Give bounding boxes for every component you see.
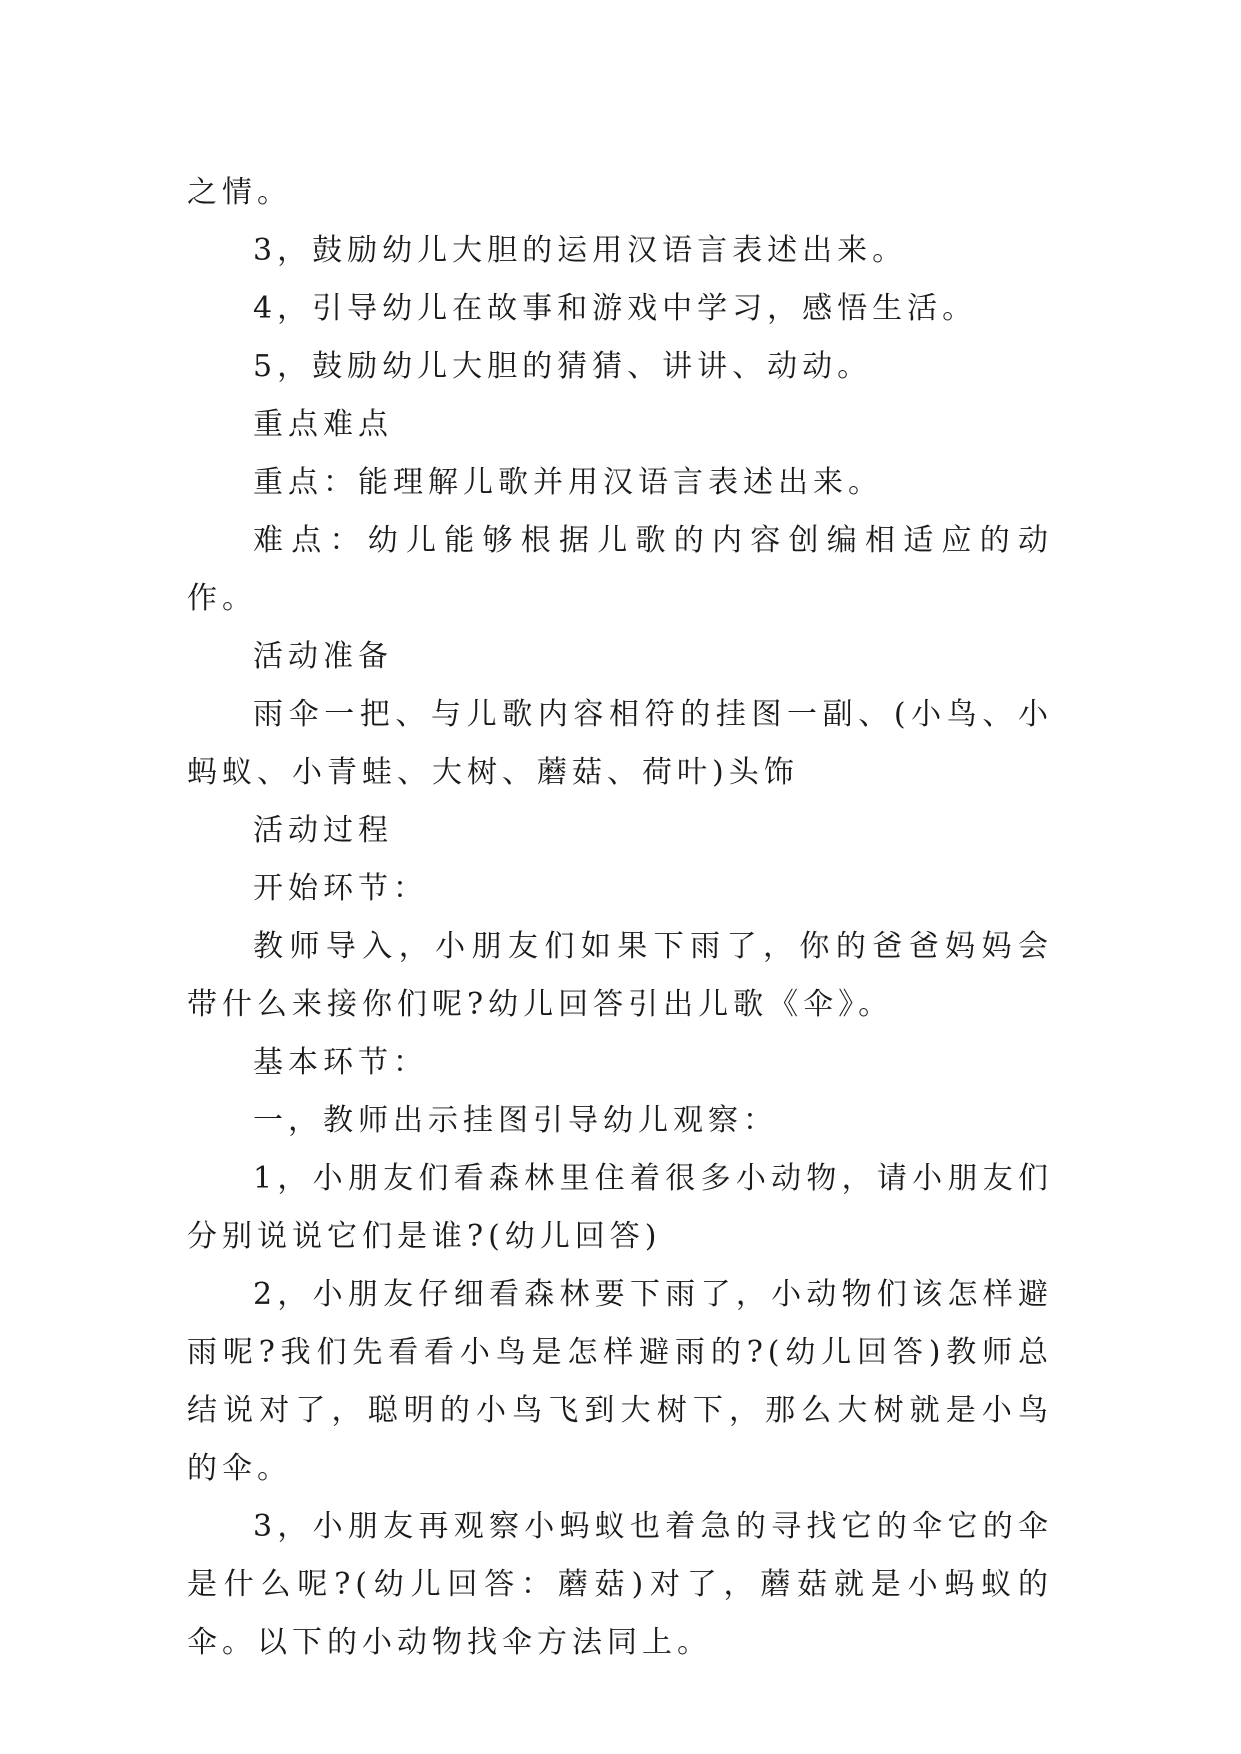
paragraph-goal-5: 5，鼓励幼儿大胆的猜猜、讲讲、动动。 [253, 349, 873, 384]
heading-process: 活动过程 [253, 813, 393, 848]
paragraph-materials: 雨伞一把、与儿歌内容相符的挂图一副、(小鸟、小蚂蚁、小青蛙、大树、蘑菇、荷叶)头饰 [187, 697, 1053, 790]
paragraph-difficulty: 难点：幼儿能够根据儿歌的内容创编相适应的动作。 [187, 523, 1053, 616]
paragraph-continuation: 之情。 [187, 175, 292, 210]
heading-basic-stage: 基本环节： [253, 1045, 428, 1080]
paragraph-question-3: 3，小朋友再观察小蚂蚁也着急的寻找它的伞它的伞是什么呢?(幼儿回答：蘑菇)对了，蘑菇就是小蚂蚁的伞。以下的小动物找伞方法同上。 [187, 1509, 1053, 1660]
paragraph-step-1: 一，教师出示挂图引导幼儿观察： [253, 1103, 778, 1138]
paragraph-goal-3: 3，鼓励幼儿大胆的运用汉语言表述出来。 [253, 233, 908, 268]
heading-key-points: 重点难点 [253, 407, 393, 442]
document-page [187, 164, 1053, 1672]
paragraph-introduction: 教师导入，小朋友们如果下雨了，你的爸爸妈妈会带什么来接你们呢?幼儿回答引出儿歌《伞》。 [187, 929, 1053, 1022]
heading-opening-stage: 开始环节： [253, 871, 428, 906]
heading-preparation: 活动准备 [253, 639, 393, 674]
paragraph-question-1: 1，小朋友们看森林里住着很多小动物，请小朋友们分别说说它们是谁?(幼儿回答) [187, 1161, 1053, 1254]
paragraph-goal-4: 4，引导幼儿在故事和游戏中学习，感悟生活。 [253, 291, 978, 326]
paragraph-question-2: 2，小朋友仔细看森林要下雨了，小动物们该怎样避雨呢?我们先看看小鸟是怎样避雨的?(幼儿回答)教师总结说对了，聪明的小鸟飞到大树下，那么大树就是小鸟的伞。 [187, 1277, 1053, 1486]
paragraph-key-point: 重点：能理解儿歌并用汉语言表述出来。 [253, 465, 883, 500]
